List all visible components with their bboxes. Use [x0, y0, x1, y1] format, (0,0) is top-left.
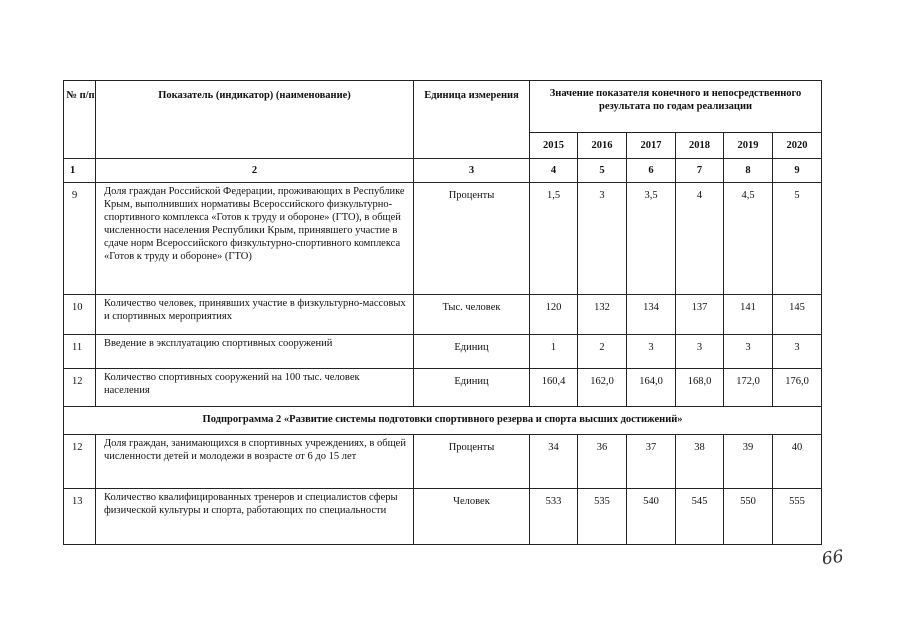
handwritten-page-number: 66	[820, 546, 845, 570]
value-cell: 162,0	[578, 369, 627, 407]
table-row	[64, 183, 822, 295]
index-cell: 5	[578, 159, 627, 183]
value-cell: 535	[578, 489, 627, 545]
row-number: 12	[64, 369, 96, 407]
subprogram-title: Подпрограмма 2 «Развитие системы подготовки спортивного резерва и спорта высших достижений»	[64, 407, 822, 435]
index-cell: 9	[773, 159, 822, 183]
year-2019: 2019	[724, 133, 773, 159]
value-cell: 3	[773, 335, 822, 369]
index-cell: 8	[724, 159, 773, 183]
value-cell: 545	[676, 489, 724, 545]
indicator-name: Количество квалифицированных тренеров и специалистов сферы физической культуры и спорта, работающих по специальности	[96, 489, 414, 545]
indicator-name: Введение в эксплуатацию спортивных сооружений	[96, 335, 414, 369]
indicator-name: Количество человек, принявших участие в физкультурно-массовых и спортивных мероприятиях	[96, 295, 414, 335]
indicator-name: Доля граждан Российской Федерации, проживающих в Республике Крым, выполнивших нормативы Всероссийского физкультурно-спортивного комплекса «Готов к труду и обороне» (ГТО), в общей численности населения Республики Крым, принявшего участие в сдаче норм Всероссийского физкультурно-спортивного комплекса «Готов к труду и обороне» (ГТО)	[96, 183, 414, 295]
year-2017: 2017	[627, 133, 676, 159]
value-cell: 145	[773, 295, 822, 335]
value-cell: 120	[530, 295, 578, 335]
value-cell: 37	[627, 435, 676, 489]
year-2016: 2016	[578, 133, 627, 159]
value-cell: 39	[724, 435, 773, 489]
value-cell: 164,0	[627, 369, 676, 407]
value-cell: 3	[578, 183, 627, 295]
header-unit: Единица измерения	[414, 81, 530, 159]
index-cell: 2	[96, 159, 414, 183]
value-cell: 555	[773, 489, 822, 545]
value-cell: 3,5	[627, 183, 676, 295]
indicator-name: Доля граждан, занимающихся в спортивных учреждениях, в общей численности детей и молодежи в возрасте от 6 до 15 лет	[96, 435, 414, 489]
unit-cell: Единиц	[414, 369, 530, 407]
row-number: 12	[64, 435, 96, 489]
value-cell: 2	[578, 335, 627, 369]
value-cell: 4	[676, 183, 724, 295]
value-cell: 3	[627, 335, 676, 369]
value-cell: 4,5	[724, 183, 773, 295]
unit-cell: Единиц	[414, 335, 530, 369]
row-number: 13	[64, 489, 96, 545]
table-row	[64, 489, 822, 545]
index-cell: 6	[627, 159, 676, 183]
table-row	[64, 295, 822, 335]
value-cell: 3	[724, 335, 773, 369]
header-indicator: Показатель (индикатор) (наименование)	[96, 81, 414, 159]
subprogram-row	[64, 407, 822, 435]
value-cell: 38	[676, 435, 724, 489]
value-cell: 3	[676, 335, 724, 369]
unit-cell: Человек	[414, 489, 530, 545]
value-cell: 172,0	[724, 369, 773, 407]
indicator-name: Количество спортивных сооружений на 100 тыс. человек населения	[96, 369, 414, 407]
year-2020: 2020	[773, 133, 822, 159]
value-cell: 533	[530, 489, 578, 545]
header-values: Значение показателя конечного и непосредственного результата по годам реализации	[530, 81, 822, 133]
value-cell: 176,0	[773, 369, 822, 407]
unit-cell: Тыс. человек	[414, 295, 530, 335]
row-number: 10	[64, 295, 96, 335]
value-cell: 168,0	[676, 369, 724, 407]
value-cell: 141	[724, 295, 773, 335]
unit-cell: Проценты	[414, 183, 530, 295]
column-index-row	[64, 159, 822, 183]
table-row	[64, 335, 822, 369]
index-cell: 3	[414, 159, 530, 183]
row-number: 9	[64, 183, 96, 295]
value-cell: 1,5	[530, 183, 578, 295]
table-row	[64, 435, 822, 489]
index-cell: 4	[530, 159, 578, 183]
value-cell: 550	[724, 489, 773, 545]
value-cell: 36	[578, 435, 627, 489]
table-row	[64, 369, 822, 407]
indicators-table	[63, 80, 822, 545]
header-num: № п/п	[64, 81, 96, 159]
value-cell: 137	[676, 295, 724, 335]
value-cell: 134	[627, 295, 676, 335]
unit-cell: Проценты	[414, 435, 530, 489]
value-cell: 540	[627, 489, 676, 545]
index-cell: 1	[64, 159, 96, 183]
value-cell: 160,4	[530, 369, 578, 407]
row-number: 11	[64, 335, 96, 369]
year-2018: 2018	[676, 133, 724, 159]
value-cell: 40	[773, 435, 822, 489]
value-cell: 1	[530, 335, 578, 369]
header-row	[64, 81, 822, 133]
year-2015: 2015	[530, 133, 578, 159]
value-cell: 132	[578, 295, 627, 335]
value-cell: 5	[773, 183, 822, 295]
index-cell: 7	[676, 159, 724, 183]
value-cell: 34	[530, 435, 578, 489]
